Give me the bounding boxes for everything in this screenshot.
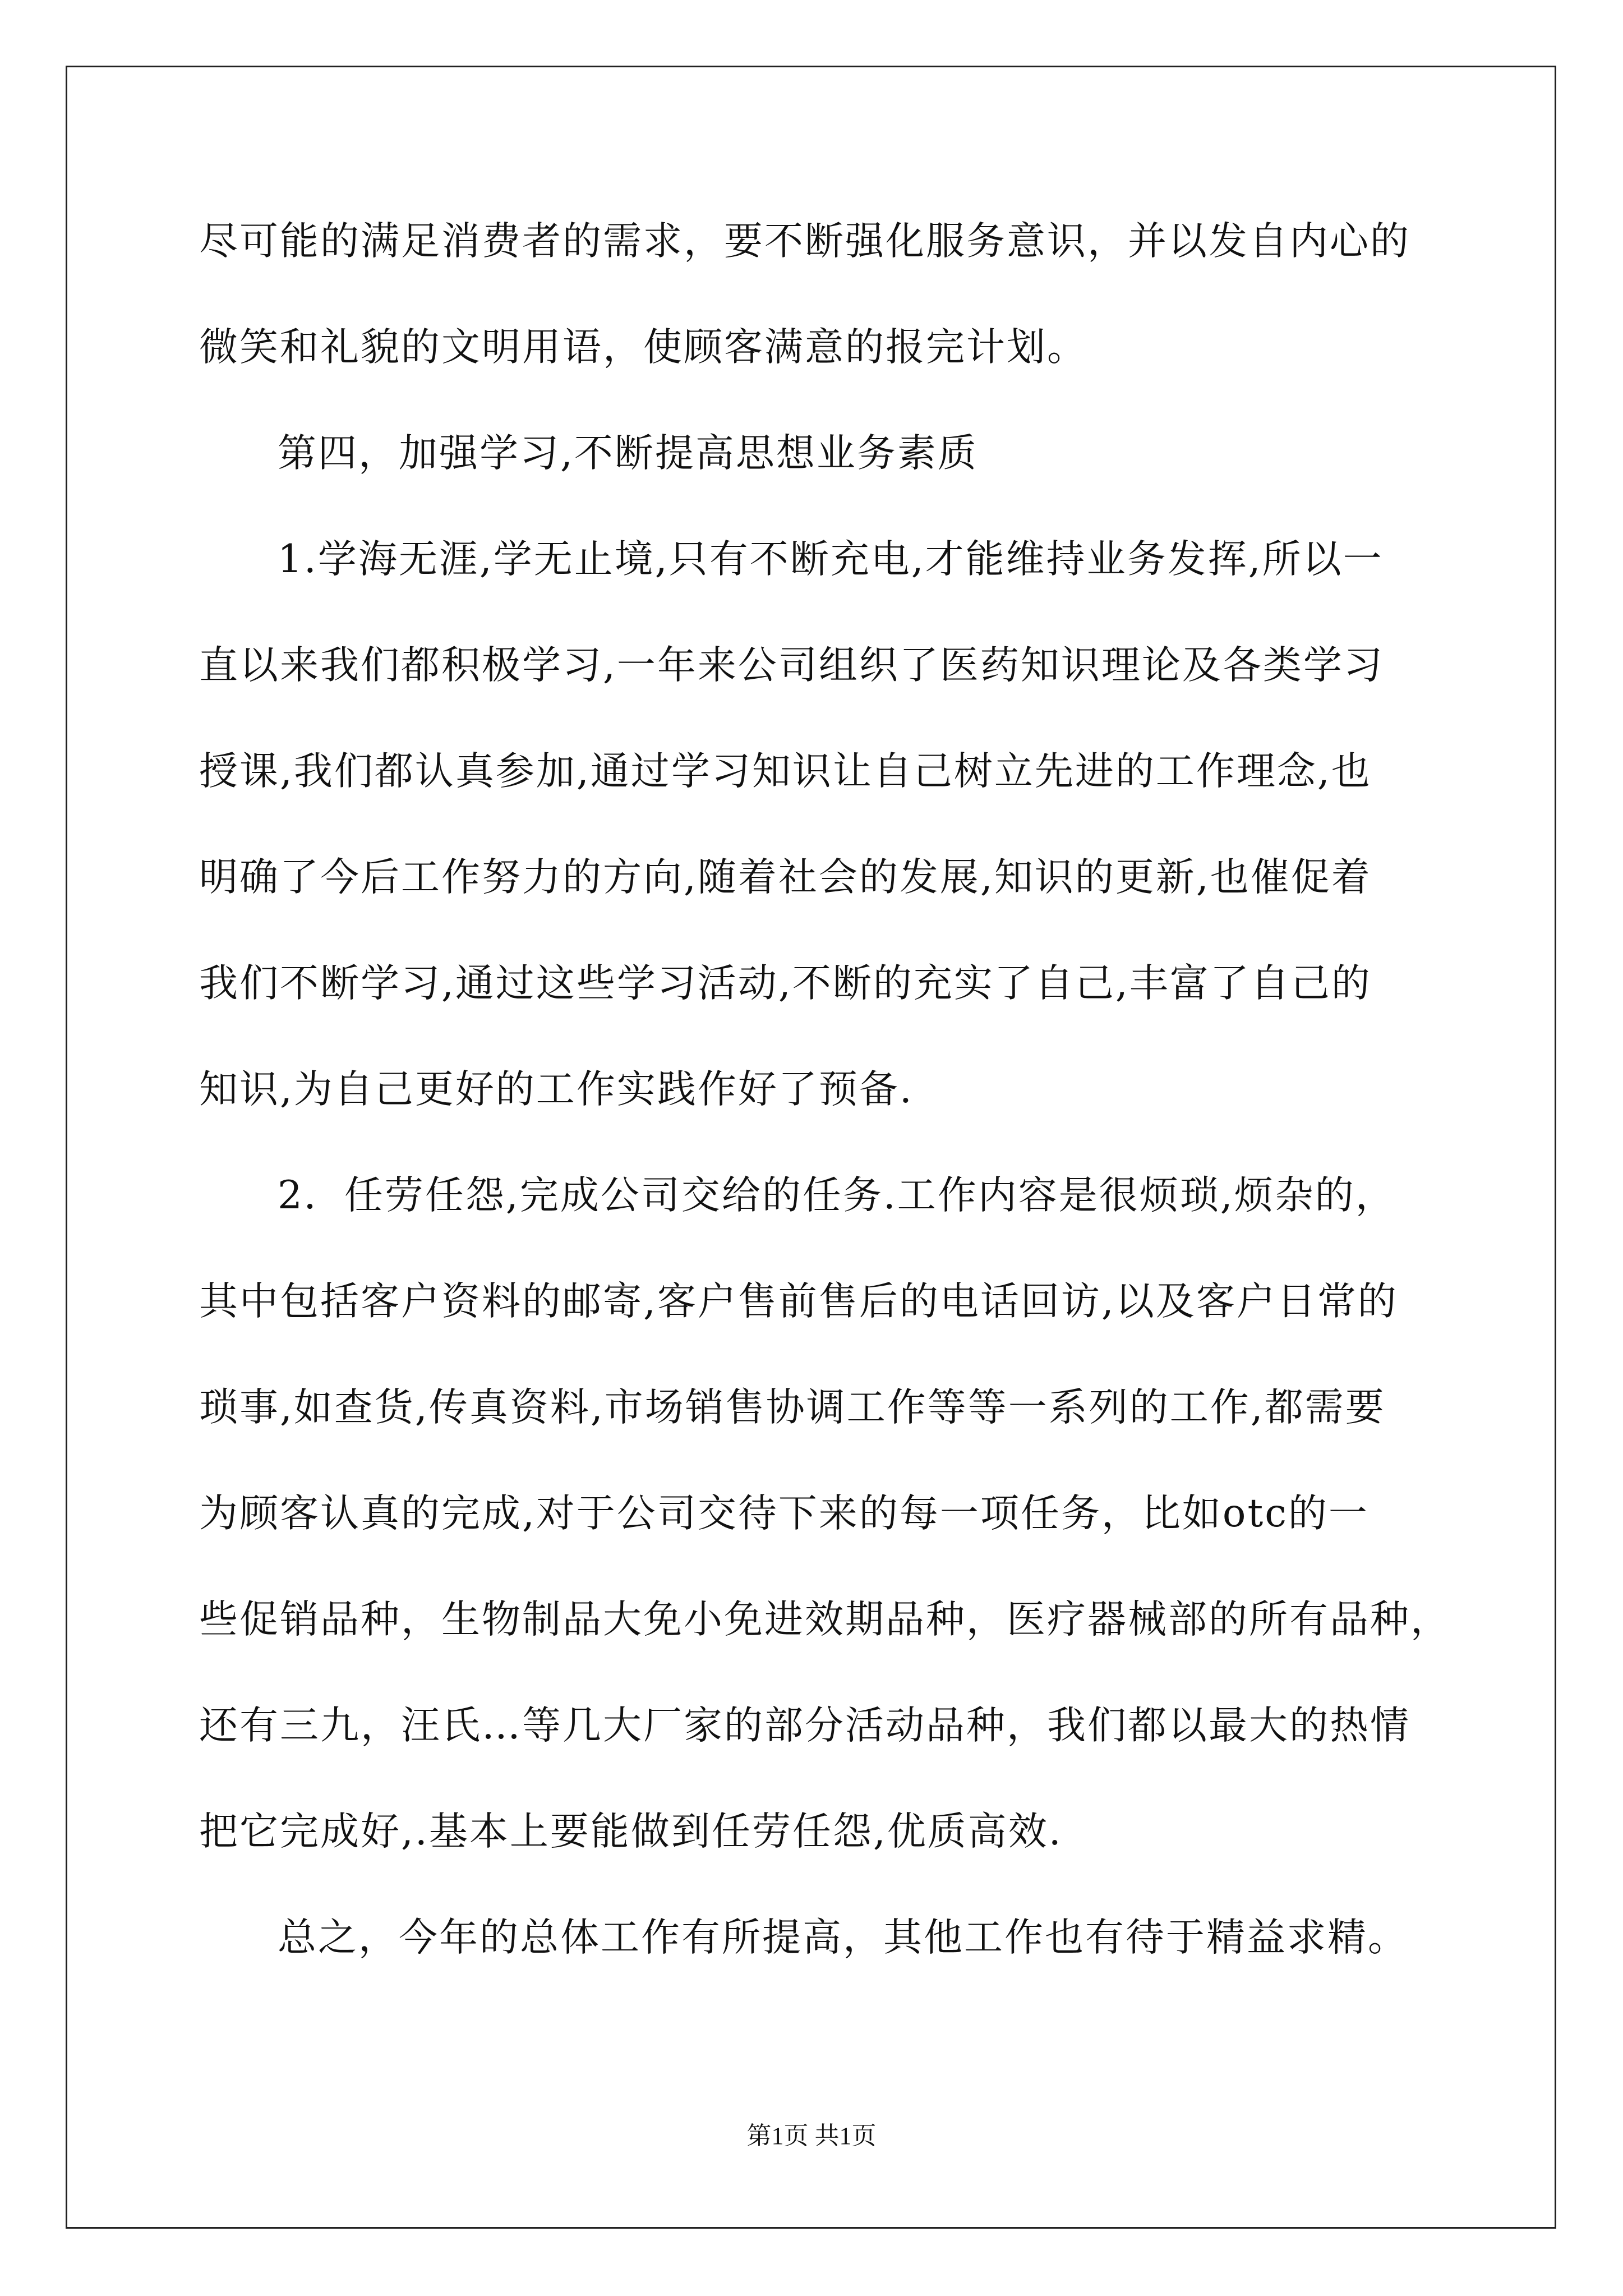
text-line: 2．任劳任怨,完成公司交给的任务.工作内容是很烦琐,烦杂的， <box>278 1173 1396 1218</box>
text-line: 为顾客认真的完成,对于公司交待下来的每一项任务，比如otc的一 <box>199 1491 1369 1536</box>
text-line: 微笑和礼貌的文明用语，使顾客满意的报完计划。 <box>199 325 1087 370</box>
text-line: 授课,我们都认真参加,通过学习知识让自己树立先进的工作理念,也 <box>199 749 1372 794</box>
text-line: 知识,为自己更好的工作实践作好了预备. <box>199 1067 914 1112</box>
text-line: 琐事,如查货,传真资料,市场销售协调工作等等一系列的工作,都需要 <box>199 1385 1386 1430</box>
section-heading: 第四，加强学习,不断提高思想业务素质 <box>278 431 978 476</box>
text-line: 我们不断学习,通过这些学习活动,不断的充实了自己,丰富了自己的 <box>199 961 1372 1006</box>
page-border <box>66 66 1556 2229</box>
text-line: 1.学海无涯,学无止境,只有不断充电,才能维持业务发挥,所以一 <box>278 537 1384 582</box>
text-line: 尽可能的满足消费者的需求，要不断强化服务意识，并以发自内心的 <box>199 219 1410 264</box>
text-line: 总之，今年的总体工作有所提高，其他工作也有待于精益求精。 <box>278 1915 1408 1960</box>
text-line: 明确了今后工作努力的方向,随着社会的发展,知识的更新,也催促着 <box>199 855 1372 900</box>
text-line: 还有三九，汪氏…等几大厂家的部分活动品种，我们都以最大的热情 <box>199 1703 1410 1748</box>
text-line: 其中包括客户资料的邮寄,客户售前售后的电话回访,以及客户日常的 <box>199 1279 1398 1324</box>
text-line: 直以来我们都积极学习,一年来公司组织了医药知识理论及各类学习 <box>199 643 1384 688</box>
page-footer: 第1页 共1页 <box>746 2122 877 2150</box>
text-line: 把它完成好,.基本上要能做到任劳任怨,优质高效. <box>199 1809 1063 1854</box>
text-line: 些促销品种，生物制品大免小免进效期品种，医疗器械部的所有品种， <box>199 1597 1451 1642</box>
